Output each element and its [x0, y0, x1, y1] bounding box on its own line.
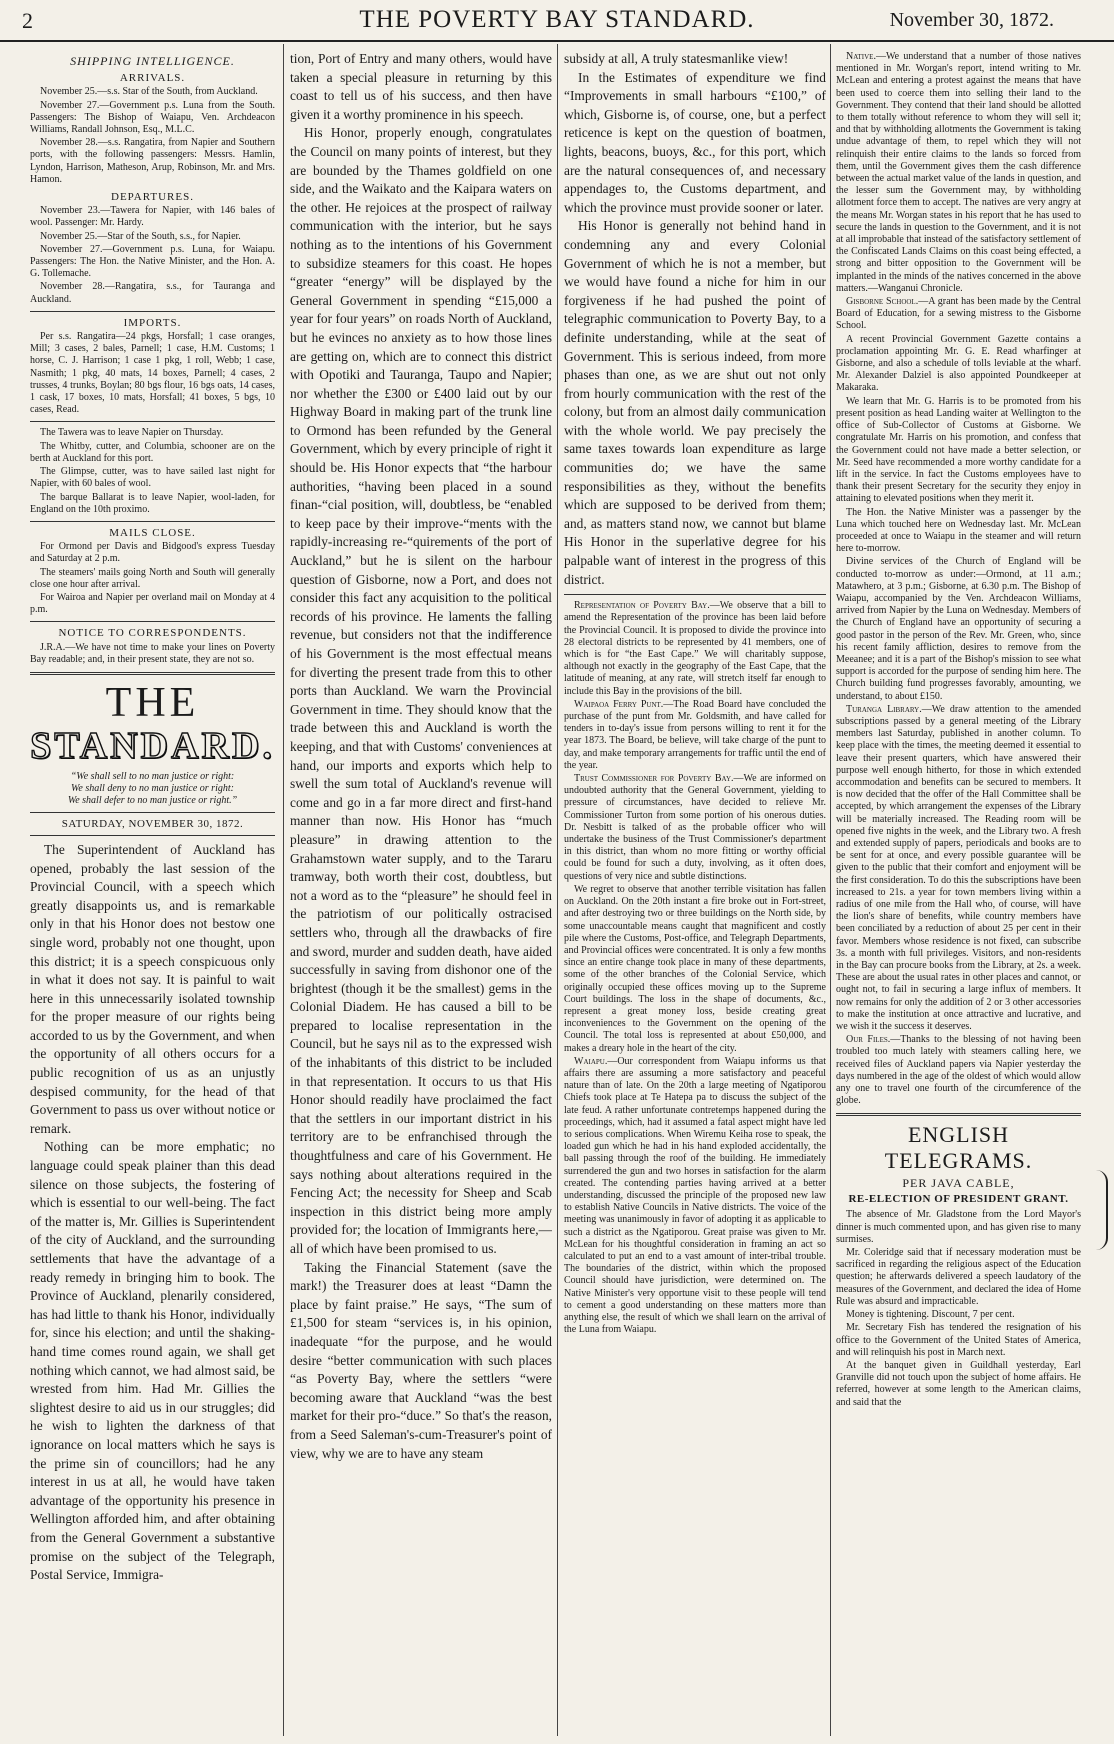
column-1: [30, 50, 275, 1738]
divider: [30, 521, 275, 522]
news-item-text: —A grant has been made by the Central Board of Education, for a sewing mistress to the Gisborne School.: [836, 296, 1081, 332]
paragraph: The absence of Mr. Gladstone from the Lord Mayor's dinner is much commented upon, and has given rise to many surmises.: [836, 1209, 1081, 1245]
divider: [30, 621, 275, 622]
news-item-text: Divine services of the Church of England will be conducted to-morrow as under:—Ormond, at 11 a.m.; Matawhero, at 3 p.m.; Gisborne, at 6.30 p.m. The Bishop of Waiapu, accompanied by the Ven. Archdeacon Williams, arrived from Napier by the Luna on Wednesday. Members of the Church of England have an opportunity of securing a good pastor in the person of the Rev. Mr. Green, who, since his recent family affliction, desires to remove from the Meeanee; and it is a part of the Bishop's mission to see what support is accorded for the purpose of sending him here. The Church building fund progresses favorably, amounting, we understand, to about £150.: [836, 556, 1081, 702]
news-item-text: We learn that Mr. G. Harris is to be promoted from his present position as head Landing waiter at Wellington to the office of Sub-Collector of Customs at Gisborne. We congratulate Mr. Harris on his promotion, and confess that the Government could not have made a better selection, or Mr. Seed have recommended a more worthy candidate for a lift in the service. In fact the Customs employees have to thank their present Secretary for the security they enjoy in attaining to elevated positions when they merit it.: [836, 395, 1081, 505]
news-item-text: The Hon. the Native Minister was a passenger by the Luna which touched here on Wednesday last. Mr. McLean proceeded at once to Waiapu in the steamer and will return here to-morrow.: [836, 506, 1081, 555]
news-item-text: —Our correspondent from Waiapu informs us that affairs there are assuming a more satisfactory and peaceful nature than of late. On the 20th a large meeting of Ngatiporou Chiefs took place at Te Hatepa pa to discuss the subject of the late feud. A rather unfortunate contretemps happened during the proceedings, which, had it assumed a fatal aspect might have led to serious complications. When Wiremu Keiha rose to speak, the loaded gun which he had in his hand exploded accidentally, the ball passing through the roof of the building. He immediately surrendered the gun and two horses in satisfaction for the alarm created. The contending parties having arrived at a better understanding, discussed the principle of the proposed new law to establish Native Councils in Native districts. The voice of the meeting was unanimously in favor of adopting it as applicable to such a district as the Ngatiporou. Great praise was given to Mr. McLean for his thoughtful consideration in framing an act so calculated to put an end to a vast amount of inter-tribal trouble. The boundaries of the district, within which the proposed Council should have jurisdiction, were determined on. The Native Minister's very opportune visit to these people will tend to cement a good understanding on these matters more than anything else, the result of which we shall learn on the arrival of the Luna from Waiapu.: [564, 1055, 826, 1336]
motto-line: We shall deny to no man justice or right:: [71, 782, 234, 794]
news-item-text: —We observe that a bill to amend the Representation of the province has been laid before the Provincial Council. It is proposed to divide the province into 28 electoral districts to be represented by 41 members, one of which is for “the East Cape.” We will charitably suppose, although not exactly in the geography of the East Cape, that the latitude of meaning, at any rate, will stretch itself far enough to include this Bay in the provisions of the bill.: [564, 600, 826, 697]
list-item: The barque Ballarat is to leave Napier, wool-laden, for England on the 10th proximo.: [30, 491, 275, 515]
divider: [30, 812, 275, 813]
list-item: For Ormond per Davis and Bidgood's express Tuesday and Saturday at 2 p.m.: [30, 541, 275, 565]
news-item: [564, 699, 826, 772]
subsection-heading: DEPARTURES.: [111, 191, 194, 204]
motto-line: “We shall sell to no man justice or right:: [70, 770, 235, 782]
news-item: [564, 884, 826, 1055]
divider: [30, 835, 275, 836]
news-item-title: Trust Commissioner for Poverty Bay.: [574, 773, 734, 785]
news-item: [836, 1034, 1081, 1107]
news-item-title: Waipaoa Ferry Punt.: [574, 698, 664, 710]
editorial-part-3: [564, 50, 826, 589]
telegrams-heading: ENGLISH TELEGRAMS.: [884, 1122, 1033, 1174]
news-item-title: Our Files.: [846, 1034, 891, 1046]
list-item: November 28.—s.s. Rangatira, from Napier and Southern ports, with the following passengers: Messrs. Hamlin, Lyndon, Harrison, Matheson, Arup, Robinson, Mr. and Mrs. Hamon.: [30, 137, 275, 185]
news-item-text: —We understand that a number of those natives mentioned in Mr. Worgan's report, intend writing to Mr. McLean and entering a protest against the means that have been used to coerce them into selling their land to the Government. They contend that their land should be allotted to them totally without reference to whom they will sell it; and that by withholding allotments the Government is taking undue advantage of them, to repel which they will not relinquish their entire claims to the lands so forced from them, until the Government gives them the cash difference between the actual market value of the lands in question, and the lesser sum the Government may, by withholding allotment force them to accept. The natives are very angry at the means Mr. Worgan states in his report that he has used to secure the lands in question to the Government, and it is not at all improbable that instead of the satisfactory settlement of the Confiscated Lands Claims on this coast being effected, a strong and bitter opposition to the Government will be implanted in the minds of the natives concerned in the above matters.—Wanganui Chronicle.: [836, 51, 1081, 294]
news-item-text: —We draw attention to the amended subscriptions passed by a general meeting of the Library members last Saturday, published in another column. To keep place with the times, the meeting deemed it essential to leave their present quarters, which have answered their purpose well enough hitherto, for those in which extended accommodation and benefits can be secured to members. It is now decided that the offer of the Hall Committee shall be accepted, by which arrangement the expenses of the Library will be materially increased. The Reading room will be opened five nights in the week, and the Library two. A fresh and extended supply of papers, periodicals and books are to be sent for at once, and every possible guarantee will be given to the public that their comfort and enjoyment will be the first consideration. To do this the subscriptions have been increased to 21s. a year for town members living within a radius of one mile from the Hall who, of course, will have the lion's share of benefits, while country members have been conciliated by a reduction of about 25 per cent in their favor. Members whose residence is not fixed, can subscribe 3s. a month with full privileges. Visitors, and non-residents in the Bay can procure books from the Library, at 2s. a week. These are about the usual rates in other places and cannot, or ought not, to fail in securing a large influx of members. It now remains for only the addition of 2 or 3 other accessories to make the institution at once attractive and lucrative, and we wish it the success it deserves.: [836, 703, 1081, 1033]
paragraph: Taking the Financial Statement (save the mark!) the Treasurer does at least “Damn the place by faint praise.” He says, “The sum of £1,500 for steam “services is, in his opinion, inadequate “for the purpose, and he would desire “better communication with such places “as Poverty Bay, where the settlers “were becoming aware that Auckland “was the best market for their pro-“duce.” So that's the reason, from a Seed Saleman's-cum-Treasurer's point of view, why we are to have any steam: [290, 1259, 552, 1461]
news-item-text: —The Road Board have concluded the purchase of the punt from Mr. Goldsmith, and have called for tenders in to-day's issue from persons willing to rent it for the year 1873. The Board, be believe, will take charge of the punt to day, and make temporary arrangements for traffic until the end of the year.: [564, 698, 826, 771]
list-item: For Wairoa and Napier per overland mail on Monday at 4 p.m.: [30, 591, 275, 616]
news-item-title: Waiapu.: [574, 1055, 608, 1067]
column-rule: [557, 44, 558, 1736]
news-item: [836, 296, 1081, 333]
telegrams-headline: RE-ELECTION OF PRESIDENT GRANT.: [848, 1193, 1069, 1206]
paragraph: In the Estimates of expenditure we find “Improvements in small harbours “£100,” of which, Gisborne is, of course, one, but a perfect reticence is kept on the question of boatmen, lights, beacons, buoys, &c., for this port, which are the natural consequences of, and necessary appendages to, the Customs department, and which the province must provide sooner or later.: [564, 69, 826, 215]
list-item: November 27.—Government p.s. Luna from the South. Passengers: The Bishop of Waiapu, Ven. Archdeacon Williams, Randall Johnson, Esq., M.L.C.: [30, 99, 275, 136]
local-news-col3: [564, 600, 826, 1336]
news-item-text: We regret to observe that another terrible visitation has fallen on Auckland. On the 20th instant a fire broke out in Fort-street, and after destroying two or three buildings on the North side, by some unaccountable means caught that magnificent and costly pile where the Customs, Post-office, and Telegraph Departments, and Provincial offices were concentrated. It is only a few months since an entire change took place in many of these departments, some of the other branches of the Colonial Service, which originally occupied these offices moving up to the Supreme Court buildings. The loss in the shape of documents, &c., represent a great money loss, beside creating great inconveniences to the Government on the opening of the Council. The total loss is represented at about £50,000, and makes a dreary hole in the heart of the city.: [564, 883, 826, 1054]
paragraph: subsidy at all, A truly statesmanlike view!: [564, 51, 789, 66]
news-item: [836, 704, 1081, 1033]
paragraph: tion, Port of Entry and many others, would have taken a special pleasure in returning by this coast to tell us of his success, and then have given it a worthy prominence in his speech.: [290, 51, 552, 122]
dateline: SATURDAY, NOVEMBER 30, 1872.: [61, 817, 244, 830]
column-3: [564, 50, 826, 1738]
divider: [30, 311, 275, 312]
news-item: [564, 773, 826, 883]
column-rule: [830, 44, 831, 1736]
subsection-heading: ARRIVALS.: [119, 72, 186, 85]
subsection-heading: MAILS CLOSE.: [109, 526, 196, 539]
list-item: The Glimpse, cutter, was to have sailed last night for Napier, with 60 bales of wool.: [30, 466, 275, 490]
paragraph: At the banquet given in Guildhall yesterday, Earl Granville did not touch upon the subject of home affairs. He referred, however at some length to the American claims, and said that the: [836, 1359, 1081, 1408]
section-heading: SHIPPING INTELLIGENCE.: [70, 54, 235, 68]
editorial-part-1: [30, 841, 275, 1585]
masthead-the: THE: [105, 679, 200, 726]
news-item: [564, 600, 826, 698]
paragraph: Mr. Coleridge said that if necessary moderation must be sacrificed in regarding the religious aspect of the Education question; he afterwards delivered a speech laudatory of the measures of the Government, and declared the idea of Home Rule was absurd and impracticable.: [836, 1247, 1081, 1307]
news-item-title: Gisborne School.: [846, 296, 919, 308]
subsection-heading: NOTICE TO CORRESPONDENTS.: [58, 627, 247, 640]
list-item: November 23.—Tawera for Napier, with 146 bales of wool. Passenger: Mr. Hardy.: [30, 205, 275, 229]
news-item-text: —We are informed on undoubted authority that the General Government, yielding to pressure of circumstances, have decided to relieve Mr. Commissioner Turton from some portion of his onerous duties. Dr. Nesbitt is talked of as the probable officer who will undertake the business of the Trust Commissioner's department in this district, than whom no more fitting or worthy official could be found for such a duty, involving, as it often does, questions of very nice and subtle distinctions.: [564, 773, 826, 882]
news-item-title: Representation of Poverty Bay.: [574, 600, 710, 612]
divider: [836, 1113, 1081, 1116]
paragraph: The Superintendent of Auckland has opened, probably the last session of the Provincial Council, with a speech which greatly disappoints us, and is remarkable only in that his Honor does not bestow one single word, probably not one thought, upon this district; it is a speech conspicuous only in what it does not say. It is painful to wait here in this unnecessarily isolated township for the proper measure of our rights being accorded to us by the Government, and when the opportunity of all others occurs for a public recognition of us as an unjustly despised community, for the head of that Government to pass us over without notice or remark.: [30, 841, 275, 1136]
news-item: [836, 396, 1081, 506]
news-item-text: A recent Provincial Government Gazette contains a proclamation appointing Mr. G. E. Read wharfinger at Gisborne, and also a schedule of tolls leviable at the wharf. Mr. Alexander Dalziel is also appointed Poundkeeper at Makaraka.: [836, 333, 1081, 394]
masthead-standard: STANDARD.: [30, 724, 275, 767]
divider: [30, 672, 275, 675]
page-number: 2: [22, 8, 33, 33]
list-item: The Whitby, cutter, and Columbia, schooner are on the berth at Auckland for this port.: [30, 440, 275, 464]
list-item: Per s.s. Rangatira—24 pkgs, Horsfall; 1 case oranges, Mill; 3 cases, 2 bales, Parnell; 1 case, H.M. Customs; 1 horse, C. J. Harrison; 1 case 1 pkg, 1 roll, Webb; 1 case, Nasmith; 1 pkg, 40 mats, 14 boxes, Parnell; 4 cases, 2 trusses, 4 trunks, Boylan; 80 bgs flour, 16 bgs oats, 14 cases, 1 cask, 17 boxes, 10 mats, Horsfall; 41 boxes, 5 bgs, 10 cases, Read.: [30, 331, 275, 416]
list-item: J.R.A.—We have not time to make your lines on Poverty Bay readable; and, in their present state, they are not so.: [30, 641, 275, 665]
issue-date: November 30, 1872.: [889, 9, 1054, 31]
shipping-intelligence: [30, 55, 275, 666]
news-item: [836, 507, 1081, 556]
motto-line: We shall defer to no man justice or right.”: [67, 794, 238, 806]
news-item-text: —Thanks to the blessing of not having been troubled too much lately with steamers calling here, we received files of Auckland papers via Napier yesterday the days numbered in the age of the oldest of which would allow any one to travel one fourth of the circumference of the globe.: [836, 1034, 1081, 1107]
paragraph: Money is tightening. Discount, 7 per cent.: [846, 1309, 1015, 1321]
news-item: [564, 1056, 826, 1337]
divider: [30, 421, 275, 422]
margin-bracket-mark: [1096, 1170, 1108, 1250]
list-item: November 28.—Rangatira, s.s., for Tauranga and Auckland.: [30, 281, 275, 305]
paper-title: THE POVERTY BAY STANDARD.: [359, 6, 755, 33]
divider: [564, 594, 826, 595]
list-item: November 25.—s.s. Star of the South, from Auckland.: [40, 86, 258, 98]
subsection-heading: IMPORTS.: [123, 316, 182, 329]
news-item: [836, 556, 1081, 702]
news-item-title: Native.: [846, 51, 876, 62]
paragraph: Mr. Secretary Fish has tendered the resignation of his office to the Government of the United States of America, and will relinquish his post in March next.: [836, 1322, 1081, 1358]
list-item: November 27.—Government p.s. Luna, for Waiapu. Passengers: The Hon. the Native Minister, and the Hon. A. G. Tollemache.: [30, 243, 275, 280]
telegrams-subheading: PER JAVA CABLE,: [902, 1176, 1015, 1191]
list-item: The steamers' mails going North and South will generally close one hour after arrival.: [30, 566, 275, 590]
paragraph: Nothing can be more emphatic; no language could speak plainer than this dead silence on those subjects, the fostering of which is essential to our well-being. The fact of the matter is, Mr. Gillies is Superintendent of the city of Auckland, and the surrounding settlements that have the advantage of a ready remedy in bringing him to book. The Province of Auckland, plenarily considered, has had little to thank his Honor, individually for, since his election; and until the shaking-hand time comes round again, we shall get nothing which cannot, we had almost said, be wrested from him. Had Mr. Gillies the slightest desire to aid us in our struggles; did he wish to lighten the darkness of that ignorance on local matters which he says is the prime sin of councillors; had he any interest in us at all, he would have taken advantage of the opportunity his presence in Wellington afforded him, and after obtaining from the General Government a substantive promise on the subject of the Telegraph, Postal Service, Immigra-: [30, 1139, 275, 1583]
page-header: [0, 0, 1114, 42]
column-2: [290, 50, 552, 1738]
news-item: [836, 334, 1081, 395]
list-item: The Tawera was to leave Napier on Thursday.: [40, 427, 224, 439]
paragraph: His Honor is generally not behind hand in condemning any and every Colonial Government of which he is not a member, but we would have found a niche for him in our forgiveness if he had pushed the point of telegraphic communication to Poverty Bay, to a definite understanding, while at the seat of Government. This is serious indeed, from more phases than one, as we are shut out not only from hourly communication with the rest of the colony, but from an almost daily communication with the whole world. We pay precisely the same taxes towards loan expenditure as large communities do; we have the same responsibilities as they, without the benefits which are supposed to be derived from them; and, as matters stand now, we cannot but blame His Honor in the superlative degree for his palpable want of interest in the progress of this district.: [564, 218, 826, 587]
list-item: November 25.—Star of the South, s.s., for Napier.: [40, 230, 241, 242]
masthead-motto: [30, 771, 275, 807]
column-4: [836, 50, 1081, 1738]
news-item-title: Turanga Library.: [846, 703, 922, 715]
local-news-col4: [836, 51, 1081, 1107]
column-rule: [283, 44, 284, 1736]
telegrams-body: [836, 1209, 1081, 1408]
paragraph: His Honor, properly enough, congratulates the Council on many points of interest, but they are bounded by the Thames goldfield on one side, and the Waikato and the Kaipara waters on the other. He rejoices at the prospect of railway communication with the interior, but he says nothing as to the intentions of his Government to subsidize steamers for this coast. He hopes “greater “energy” will be displayed by the General Government in spending “£15,000 a year for four years” on roads North of Auckland, but he evinces no anxiety as to how those lines are getting on, which are to connect this district with Opotiki and Tauranga, Taupo and Napier; nor whether the £300 or £400 laid out by our Highway Board in making part of the trunk line to Ormond has been refunded by the General Government, which by every principle of right it should be. His Honor expects that “the harbour authorities, “having been placed in a sound finan-“cial position, will, doubtless, be “enabled to keep pace by their improve-“ments with the rapidly-increasing re-“quirements of the port of Auckland,” but he is silent on the harbour question of Gisborne, now a Port, and does not consider this fact any acquisition to the political records of his province. He laments the falling revenue, but considers not that the indifference of his Government is the most effectual means for diverting the present trade from this to other ports than Auckland. We warn the Provincial Government in time. They should know that the trade between this and Auckland is worth the keeping, and that with Customs' conveniences at hand, our imports and exports which help to swell the sum total of Auckland's revenue will come and go in a far more direct and first-hand manner than now. His Honor has “much pleasure” in drawing attention to the Grahamstown water supply, and to the Tararu tramway, both worth their cost, doubtless, but not a word as to the “pleasure” he should feel in the patriotism of our politically ostracised settlers who, through all the drawbacks of fire and sword, murder and sudden death, have aided successfully in saving from dishonor one of the brightest (though it be the smallest) gems in the Colonial Diadem. He has caused a bill to be prepared to localise representation in the Council, but he says nil as to the expressed wish of the inhabitants of this district to be included in that representation. It occurs to us that His Honor should readily have proclaimed the fact that the settlers in our important district in his territory are to be enfranchised through the thoughtfulness and care of his Government. He says nothing about alterations required in the Fencing Act; the necessity for Sheep and Scab inspection in this district being more amply provided for; the location of Immigrants here,—all of which have been promised to us.: [290, 125, 552, 1256]
editorial-part-2: [290, 50, 552, 1463]
news-item: [836, 51, 1081, 295]
